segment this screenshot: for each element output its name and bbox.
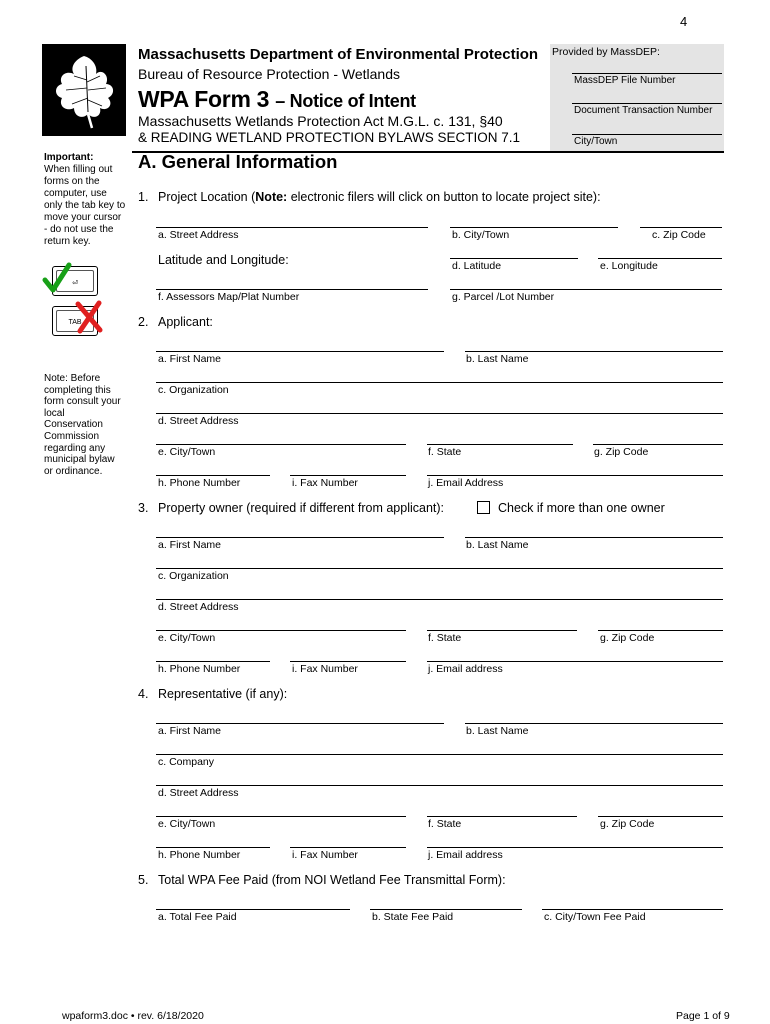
applicant-state-label: f. State: [428, 446, 462, 458]
rep-state-label: f. State: [428, 818, 462, 830]
owner-last-name-input[interactable]: [465, 537, 723, 538]
lat-long-label: Latitude and Longitude:: [158, 253, 289, 267]
owner-state-input[interactable]: [427, 630, 577, 631]
key-glyph: ⏎: [56, 270, 94, 292]
parcel-lot-input[interactable]: [450, 289, 722, 290]
owner-street-address-input[interactable]: [156, 599, 723, 600]
rep-city-town-label: e. City/Town: [158, 818, 216, 830]
important-note: [44, 152, 126, 248]
applicant-email-input[interactable]: [427, 475, 723, 476]
important-label: Important:: [44, 152, 94, 163]
applicant-organization-input[interactable]: [156, 382, 723, 383]
key-glyph-return: TAB: [56, 310, 94, 332]
state-fee-paid-label: b. State Fee Paid: [372, 911, 454, 923]
q3-text: Property owner (required if different from applicant):: [158, 501, 445, 515]
parcel-lot-label: g. Parcel /Lot Number: [452, 291, 555, 303]
city-town-fee-paid-input[interactable]: [542, 909, 723, 910]
rep-street-address-label: d. Street Address: [158, 787, 239, 799]
applicant-last-name-label: b. Last Name: [466, 353, 529, 365]
check-mark-icon: [42, 262, 72, 294]
applicant-zip-code-label: g. Zip Code: [594, 446, 649, 458]
city-town-fee-paid-label: c. City/Town Fee Paid: [544, 911, 646, 923]
q1-text-pre: Project Location (: [158, 190, 256, 204]
q1-number: 1.: [138, 190, 149, 204]
form-title-sub: – Notice of Intent: [275, 91, 416, 111]
department-name: Massachusetts Department of Environmental Protection: [138, 46, 539, 63]
form-title-main: WPA Form 3: [138, 86, 270, 112]
latitude-label: d. Latitude: [452, 260, 502, 272]
provided-city-town-label: City/Town: [574, 136, 618, 147]
project-street-address-label: a. Street Address: [158, 229, 239, 241]
page-number: 4: [680, 14, 688, 29]
q2-text: Applicant:: [158, 315, 213, 329]
applicant-state-input[interactable]: [427, 444, 573, 445]
q5-number: 5.: [138, 873, 149, 887]
massdep-file-number-field[interactable]: [572, 73, 722, 74]
rep-fax-label: i. Fax Number: [292, 849, 358, 861]
rep-phone-input[interactable]: [156, 847, 270, 848]
owner-first-name-input[interactable]: [156, 537, 444, 538]
section-a-title: A. General Information: [138, 151, 338, 172]
q1-note-bold: Note:: [255, 190, 288, 204]
owner-street-address-label: d. Street Address: [158, 601, 239, 613]
owner-city-town-input[interactable]: [156, 630, 406, 631]
rep-first-name-input[interactable]: [156, 723, 444, 724]
rep-last-name-label: b. Last Name: [466, 725, 529, 737]
owner-organization-label: c. Organization: [158, 570, 229, 582]
rep-company-input[interactable]: [156, 754, 723, 755]
q1-text: [158, 190, 601, 204]
rep-zip-code-input[interactable]: [598, 816, 723, 817]
rep-state-input[interactable]: [427, 816, 577, 817]
rep-first-name-label: a. First Name: [158, 725, 222, 737]
massdep-file-number-label: MassDEP File Number: [574, 75, 676, 86]
massdep-oak-leaf-logo: [42, 44, 126, 136]
rep-street-address-input[interactable]: [156, 785, 723, 786]
state-fee-paid-input[interactable]: [370, 909, 522, 910]
provided-by-label: Provided by MassDEP:: [552, 46, 660, 58]
rep-city-town-input[interactable]: [156, 816, 406, 817]
assessors-map-label: f. Assessors Map/Plat Number: [158, 291, 300, 303]
q4-text: Representative (if any):: [158, 687, 288, 701]
assessors-map-input[interactable]: [156, 289, 428, 290]
rep-company-label: c. Company: [158, 756, 215, 768]
owner-phone-input[interactable]: [156, 661, 270, 662]
applicant-fax-input[interactable]: [290, 475, 406, 476]
applicant-street-address-label: d. Street Address: [158, 415, 239, 427]
applicant-first-name-input[interactable]: [156, 351, 444, 352]
owner-zip-code-input[interactable]: [598, 630, 723, 631]
owner-email-input[interactable]: [427, 661, 723, 662]
applicant-organization-label: c. Organization: [158, 384, 229, 396]
owner-fax-label: i. Fax Number: [292, 663, 358, 675]
q1-text-post: electronic filers will click on button to locate project site):: [287, 190, 601, 204]
longitude-label: e. Longitude: [600, 260, 658, 272]
form-title: [138, 86, 416, 113]
applicant-first-name-label: a. First Name: [158, 353, 222, 365]
project-zip-code-input[interactable]: [640, 227, 722, 228]
owner-state-label: f. State: [428, 632, 462, 644]
q5-text: Total WPA Fee Paid (from NOI Wetland Fee Transmittal Form):: [158, 873, 506, 887]
owner-city-town-label: e. City/Town: [158, 632, 216, 644]
owner-email-label: j. Email address: [428, 663, 503, 675]
bylaw-citation: & READING WETLAND PROTECTION BYLAWS SECTION 7.1: [138, 130, 521, 145]
red-x-icon: [74, 300, 104, 334]
applicant-street-address-input[interactable]: [156, 413, 723, 414]
applicant-zip-code-input[interactable]: [593, 444, 723, 445]
rep-phone-label: h. Phone Number: [158, 849, 241, 861]
q2-number: 2.: [138, 315, 149, 329]
rep-zip-code-label: g. Zip Code: [600, 818, 655, 830]
owner-zip-code-label: g. Zip Code: [600, 632, 655, 644]
rep-email-label: j. Email address: [428, 849, 503, 861]
latitude-input[interactable]: [450, 258, 578, 259]
project-city-town-label: b. City/Town: [452, 229, 510, 241]
owner-phone-label: h. Phone Number: [158, 663, 241, 675]
project-city-town-input[interactable]: [450, 227, 618, 228]
document-transaction-number-label: Document Transaction Number: [574, 105, 713, 116]
longitude-input[interactable]: [598, 258, 722, 259]
applicant-city-town-label: e. City/Town: [158, 446, 216, 458]
rep-email-input[interactable]: [427, 847, 723, 848]
owner-last-name-label: b. Last Name: [466, 539, 529, 551]
owner-first-name-label: a. First Name: [158, 539, 222, 551]
applicant-city-town-input[interactable]: [156, 444, 406, 445]
multiple-owners-checkbox[interactable]: [477, 501, 490, 514]
oak-leaf-icon: [44, 46, 124, 134]
total-fee-paid-input[interactable]: [156, 909, 350, 910]
bylaw-consult-note: Note: Before completing this form consult your local Conservation Commission regarding any municipal bylaw or ordinance.: [44, 373, 121, 477]
applicant-fax-label: i. Fax Number: [292, 477, 358, 489]
applicant-last-name-input[interactable]: [465, 351, 723, 352]
important-text: When filling out forms on the computer, use only the tab key to move your cursor - do not use the return key.: [44, 164, 126, 247]
multiple-owners-label: Check if more than one owner: [498, 501, 665, 515]
applicant-phone-input[interactable]: [156, 475, 270, 476]
bureau-name: Bureau of Resource Protection - Wetlands: [138, 66, 400, 82]
footer-page-count: Page 1 of 9: [676, 1010, 730, 1022]
applicant-phone-label: h. Phone Number: [158, 477, 241, 489]
owner-fax-input[interactable]: [290, 661, 406, 662]
q4-number: 4.: [138, 687, 149, 701]
act-citation: Massachusetts Wetlands Protection Act M.G.L. c. 131, §40: [138, 113, 503, 129]
total-fee-paid-label: a. Total Fee Paid: [158, 911, 237, 923]
document-transaction-number-field[interactable]: [572, 103, 722, 104]
rep-fax-input[interactable]: [290, 847, 406, 848]
project-street-address-input[interactable]: [156, 227, 428, 228]
applicant-email-label: j. Email Address: [428, 477, 504, 489]
footer-revision: wpaform3.doc • rev. 6/18/2020: [62, 1010, 204, 1022]
owner-organization-input[interactable]: [156, 568, 723, 569]
q3-number: 3.: [138, 501, 149, 515]
rep-last-name-input[interactable]: [465, 723, 723, 724]
provided-city-town-field[interactable]: [572, 134, 722, 135]
project-zip-code-label: c. Zip Code: [652, 229, 706, 241]
